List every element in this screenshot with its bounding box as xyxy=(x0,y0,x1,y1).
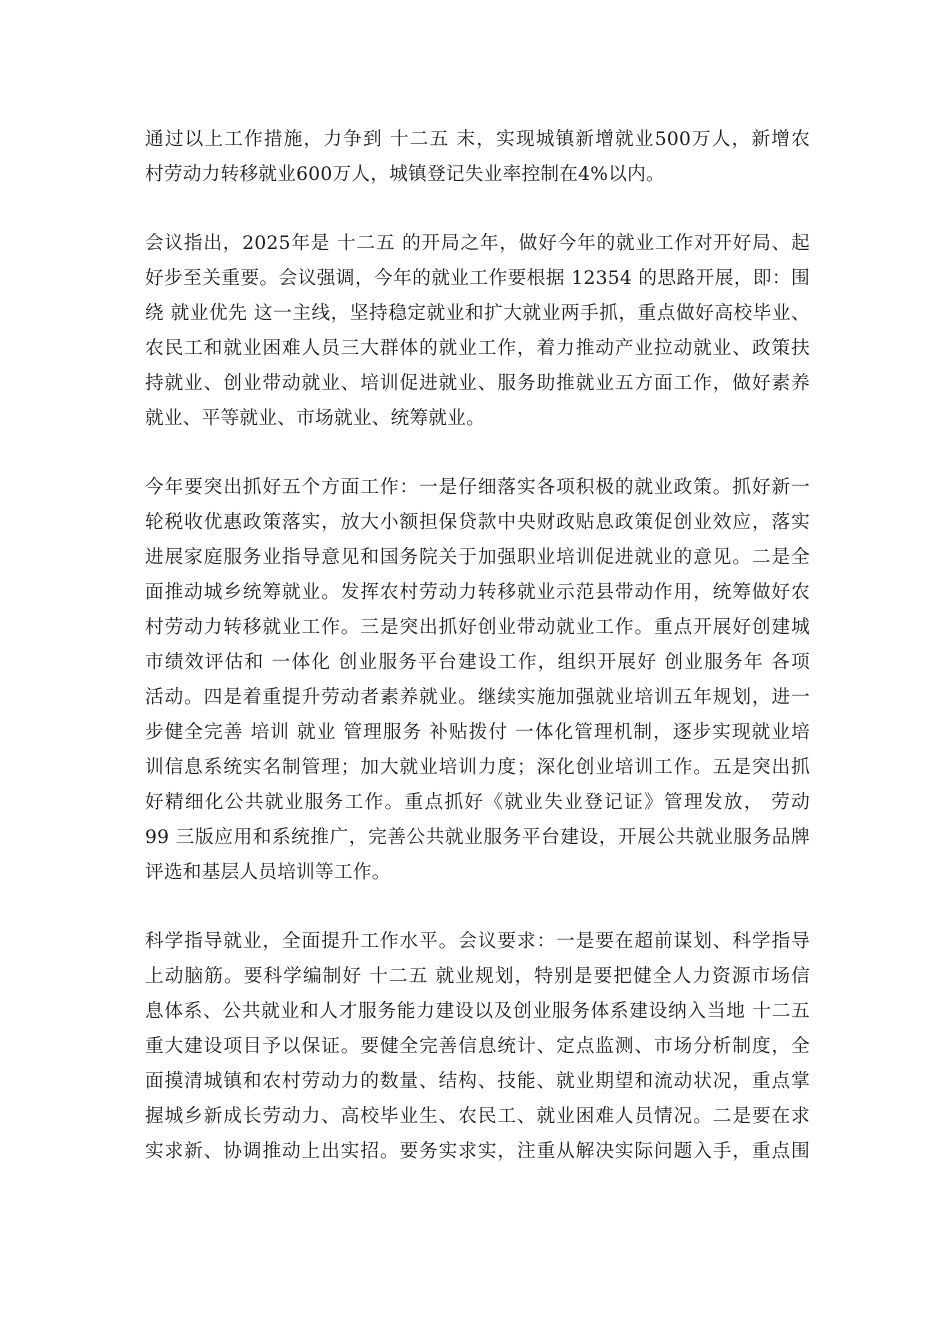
text-line: 持就业、创业带动就业、培训促进就业、服务助推就业五方面工作，做好素养 xyxy=(145,373,810,394)
text-line: 会议指出，2025年是 十二五 的开局之年，做好今年的就业工作对开好局、起 xyxy=(145,233,810,254)
document-body xyxy=(145,122,810,1203)
paragraph-meeting-points xyxy=(145,226,810,436)
text-line: 面推动城乡统筹就业。发挥农村劳动力转移就业示范县带动作用，统筹做好农 xyxy=(145,582,810,603)
text-line: 绕 就业优先 这一主线，坚持稳定就业和扩大就业两手抓，重点做好高校毕业、 xyxy=(145,303,810,324)
text-line: 实求新、协调推动上出实招。要务实求实，注重从解决实际问题入手，重点围 xyxy=(145,1141,810,1162)
text-line: 面摸清城镇和农村劳动力的数量、结构、技能、就业期望和流动状况，重点掌 xyxy=(145,1071,810,1092)
text-line: 重大建设项目予以保证。要健全完善信息统计、定点监测、市场分析制度，全 xyxy=(145,1036,810,1057)
text-line: 评选和基层人员培训等工作。 xyxy=(145,862,391,883)
text-line: 好步至关重要。会议强调，今年的就业工作要根据 12354 的思路开展，即：围 xyxy=(145,268,810,289)
text-line: 握城乡新成长劳动力、高校毕业生、农民工、就业困难人员情况。二是要在求 xyxy=(145,1106,810,1127)
text-line: 99 三版应用和系统推广，完善公共就业服务平台建设，开展公共就业服务品牌 xyxy=(145,827,810,848)
text-line: 进展家庭服务业指导意见和国务院关于加强职业培训促进就业的意见。二是全 xyxy=(145,547,810,568)
text-line: 市绩效评估和 一体化 创业服务平台建设工作，组织开展好 创业服务年 各项 xyxy=(145,652,810,673)
paragraph-measures-goal xyxy=(145,122,810,192)
text-line: 轮税收优惠政策落实，放大小额担保贷款中央财政贴息政策促创业效应，落实 xyxy=(145,512,810,533)
text-line: 训信息系统实名制管理；加大就业培训力度；深化创业培训工作。五是突出抓 xyxy=(145,757,810,778)
text-line: 上动脑筋。要科学编制好 十二五 就业规划，特别是要把健全人力资源市场信 xyxy=(145,966,810,987)
text-line: 好精细化公共就业服务工作。重点抓好《就业失业登记证》管理发放， 劳动 xyxy=(145,792,810,813)
paragraph-scientific-guidance xyxy=(145,924,810,1169)
text-line: 步健全完善 培训 就业 管理服务 补贴拨付 一体化管理机制，逐步实现就业培 xyxy=(145,722,810,743)
text-line: 就业、平等就业、市场就业、统筹就业。 xyxy=(145,408,486,429)
text-line: 科学指导就业，全面提升工作水平。会议要求：一是要在超前谋划、科学指导 xyxy=(145,931,810,952)
text-line: 息体系、公共就业和人才服务能力建设以及创业服务体系建设纳入当地 十二五 xyxy=(145,1001,810,1022)
text-line: 村劳动力转移就业600万人，城镇登记失业率控制在4%以内。 xyxy=(145,164,665,185)
text-line: 农民工和就业困难人员三大群体的就业工作，着力推动产业拉动就业、政策扶 xyxy=(145,338,810,359)
text-line: 通过以上工作措施，力争到 十二五 末，实现城镇新增就业500万人，新增农 xyxy=(145,129,810,150)
text-line: 今年要突出抓好五个方面工作：一是仔细落实各项积极的就业政策。抓好新一 xyxy=(145,477,810,498)
paragraph-five-tasks xyxy=(145,470,810,890)
text-line: 活动。四是着重提升劳动者素养就业。继续实施加强就业培训五年规划，进一 xyxy=(145,687,810,708)
text-line: 村劳动力转移就业工作。三是突出抓好创业带动就业工作。重点开展好创建城 xyxy=(145,617,810,638)
